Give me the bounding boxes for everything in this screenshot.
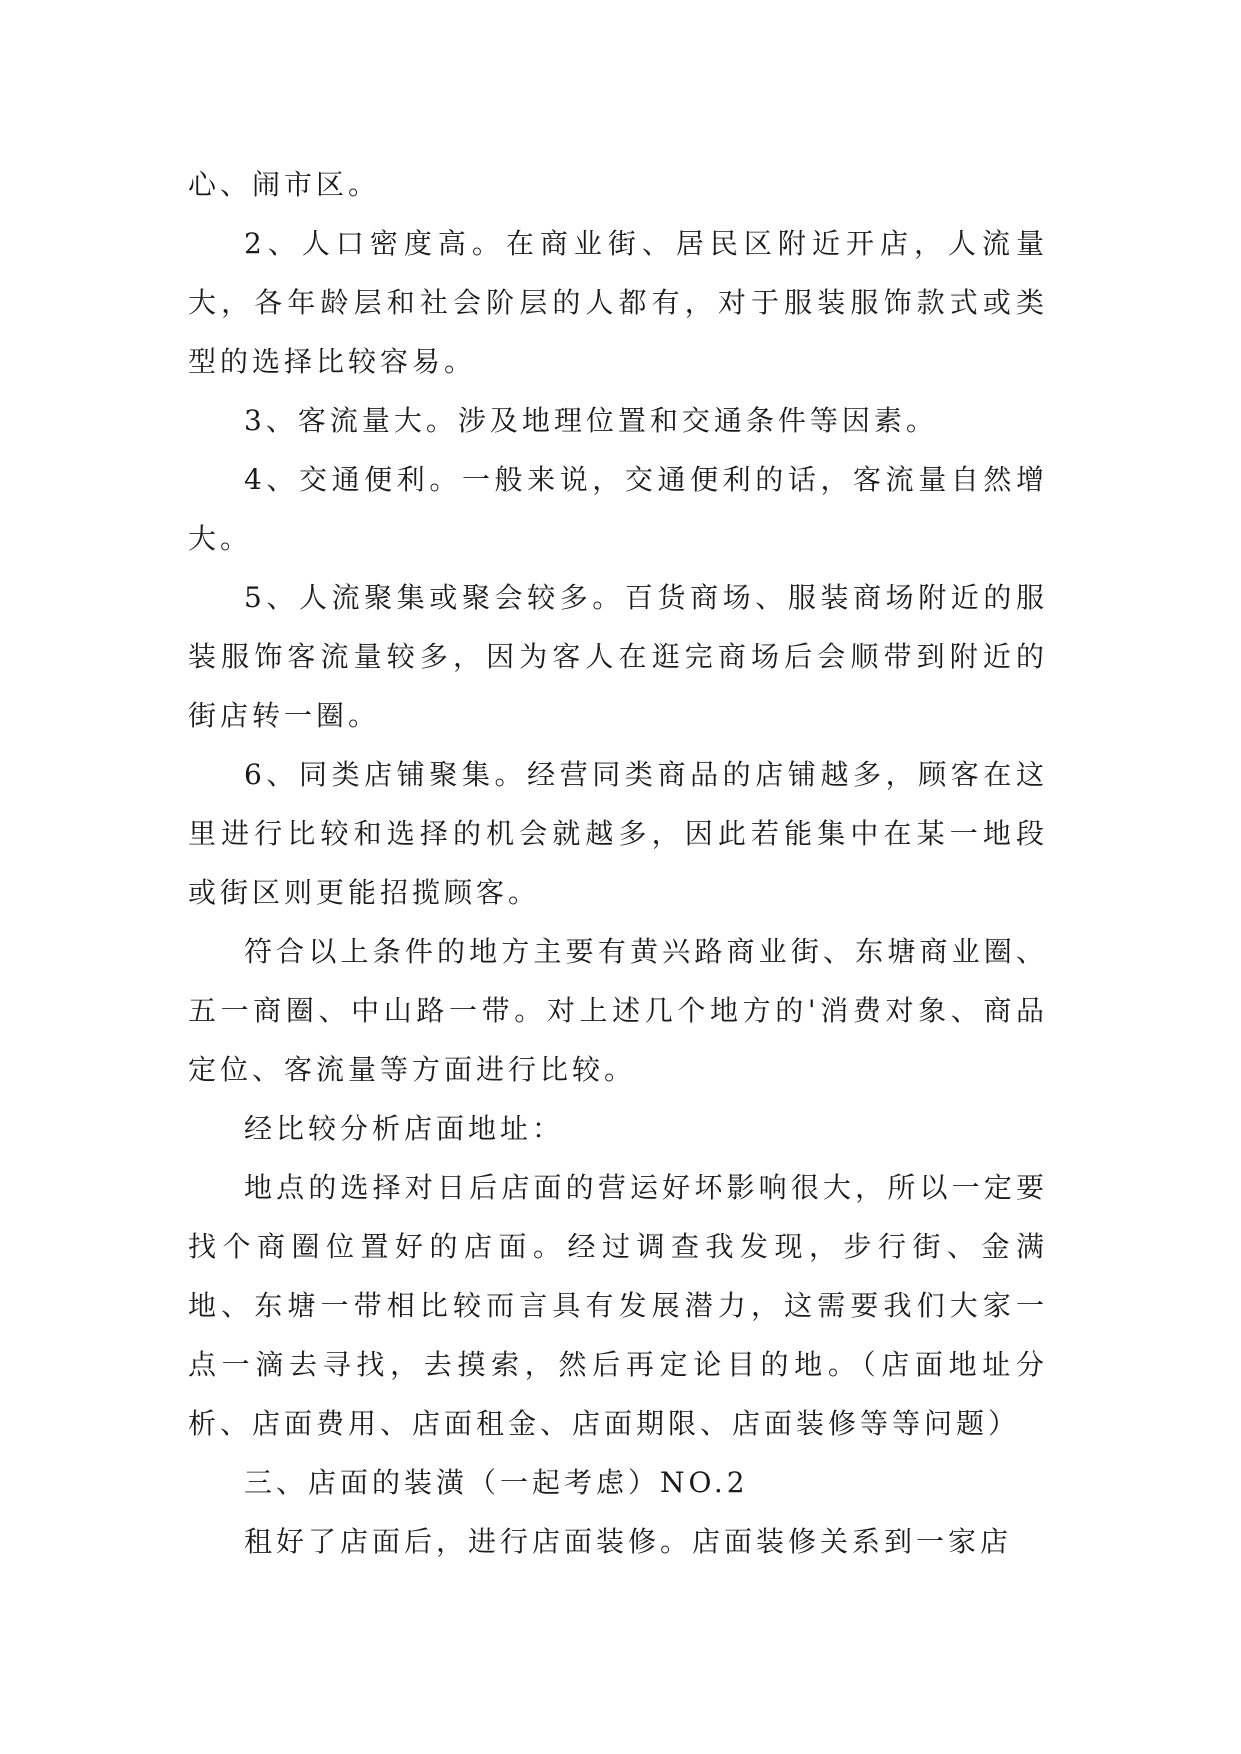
paragraph-item-4: 4、交通便利。一般来说，交通便利的话，客流量自然增大。 <box>188 463 1048 555</box>
paragraph-item-6: 6、同类店铺聚集。经营同类商品的店铺越多，顾客在这里进行比较和选择的机会就越多，因此若能集中在某一地段或街区则更能招揽顾客。 <box>188 758 1048 909</box>
paragraph-locations: 符合以上条件的地方主要有黄兴路商业街、东塘商业圈、五一商圈、中山路一带。对上述几个地方的'消费对象、商品定位、客流量等方面进行比较。 <box>188 935 1048 1086</box>
paragraph-item-5: 5、人流聚集或聚会较多。百货商场、服装商场附近的服装服饰客流量较多，因为客人在逛完商场后会顺带到附近的街店转一圈。 <box>188 581 1048 732</box>
document-body <box>188 155 1048 1571</box>
paragraph-continuation: 心、闹市区。 <box>188 168 381 201</box>
paragraph-item-2: 2、人口密度高。在商业街、居民区附近开店，人流量大，各年龄层和社会阶层的人都有，对于服装服饰款式或类型的选择比较容易。 <box>188 227 1048 378</box>
paragraph-item-3: 3、客流量大。涉及地理位置和交通条件等因素。 <box>244 404 938 437</box>
section-heading-decoration: 三、店面的装潢（一起考虑）NO.2 <box>244 1466 749 1499</box>
paragraph-analysis-heading: 经比较分析店面地址： <box>244 1112 565 1145</box>
paragraph-decoration: 租好了店面后，进行店面装修。店面装修关系到一家店 <box>244 1525 1013 1558</box>
paragraph-location-choice: 地点的选择对日后店面的营运好坏影响很大，所以一定要找个商圈位置好的店面。经过调查我发现，步行街、金满地、东塘一带相比较而言具有发展潜力，这需要我们大家一点一滴去寻找，去摸索，然后再定论目的地。（店面地址分析、店面费用、店面租金、店面期限、店面装修等等问题） <box>188 1171 1048 1440</box>
